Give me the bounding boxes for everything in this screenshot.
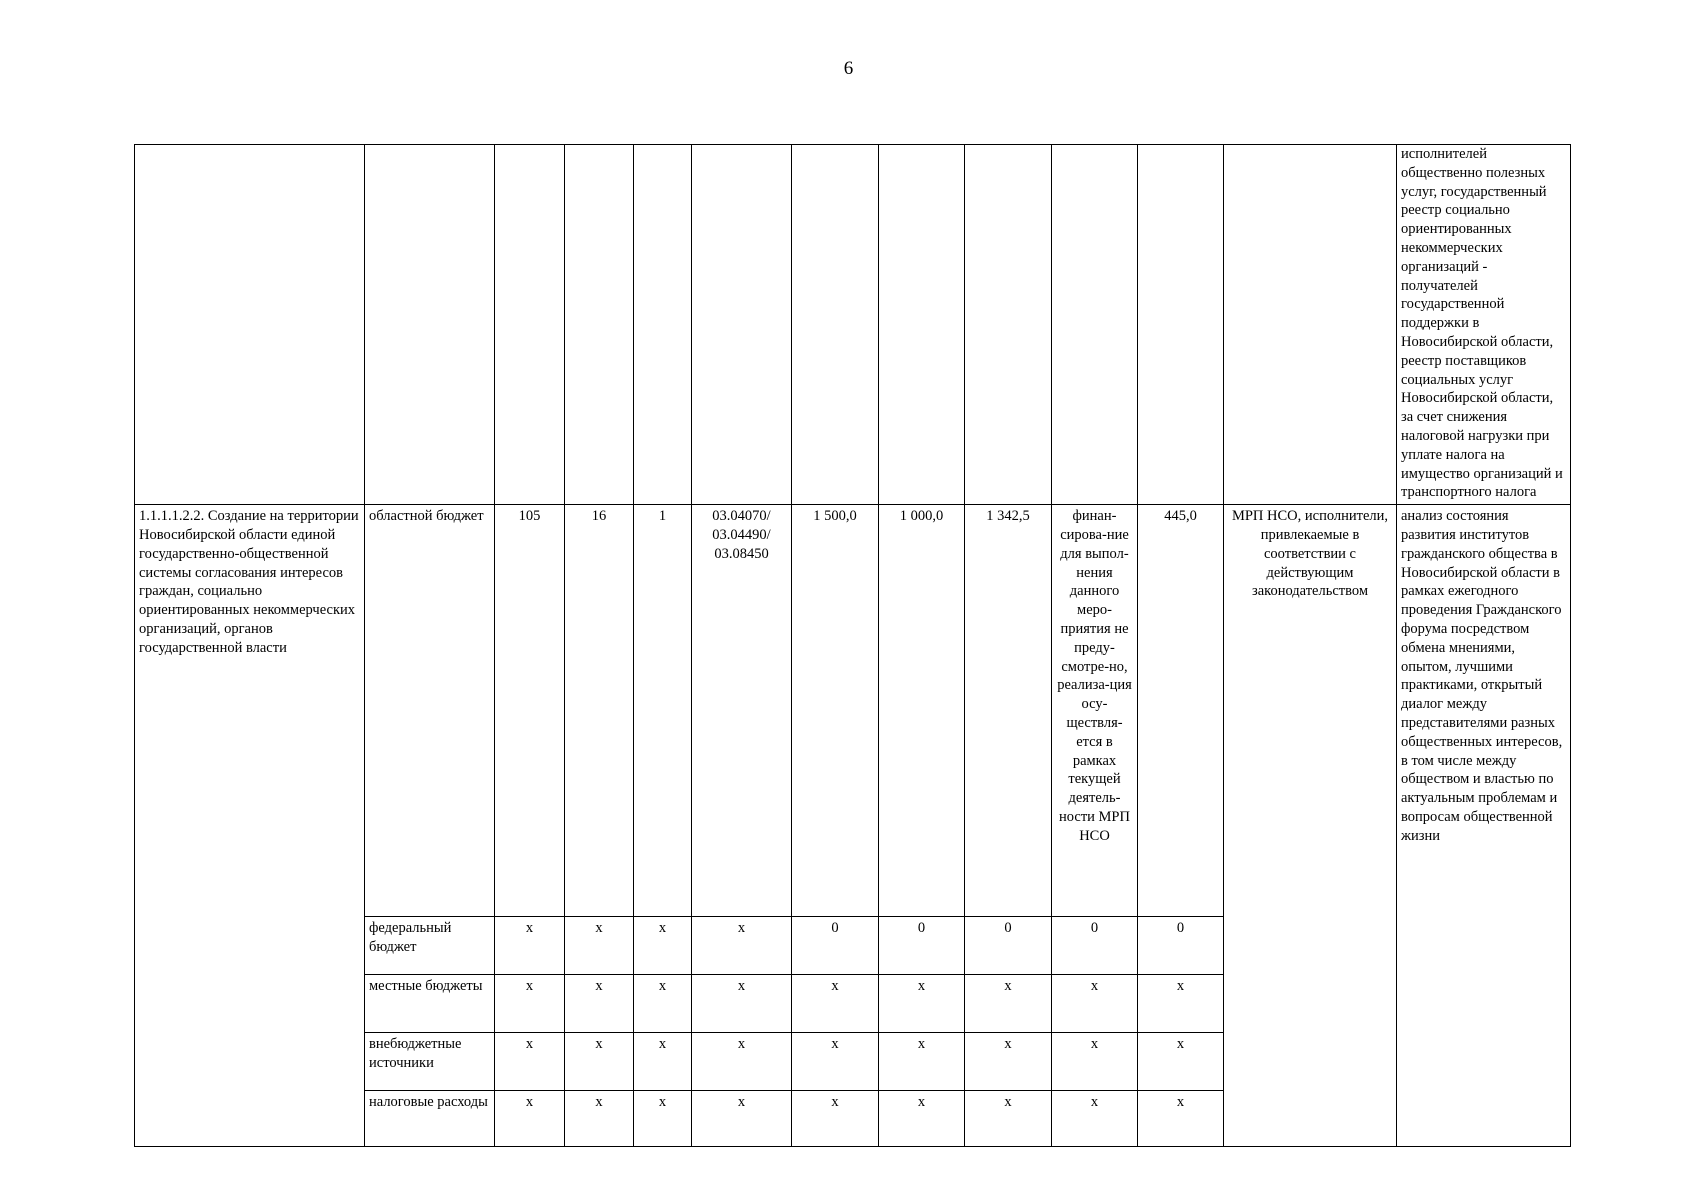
year-1-cell: x	[792, 975, 879, 1033]
continuation-cell	[879, 145, 965, 505]
year-1-cell: x	[792, 1033, 879, 1091]
source-cell: внебюджетные источники	[365, 1033, 495, 1091]
continuation-result-cell: исполнителей общественно полезных услуг, государственный реестр социально ориентированных некоммерческих организаций - получателей государственной поддержки в Новосибирской области, реестр поставщиков социальных услуг Новосибирской области, за счет снижения налоговой нагрузки при уплате налога на имущество организаций и транспортного налога	[1397, 145, 1571, 505]
continuation-cell	[634, 145, 692, 505]
year-4-cell: 0	[1052, 917, 1138, 975]
pr-cell: x	[634, 1091, 692, 1147]
year-3-cell: 1 342,5	[965, 505, 1052, 917]
year-3-cell: x	[965, 975, 1052, 1033]
year-4-cell: x	[1052, 1091, 1138, 1147]
csr-cell: x	[692, 917, 792, 975]
year-3-cell: 0	[965, 917, 1052, 975]
year-2-cell: x	[879, 975, 965, 1033]
continuation-cell	[792, 145, 879, 505]
csr-cell: x	[692, 1091, 792, 1147]
executor-cell: МРП НСО, исполнители, привлекаемые в соответствии с действующим законодательством	[1224, 505, 1397, 1147]
grbs-cell: 105	[495, 505, 565, 917]
continuation-cell	[365, 145, 495, 505]
year-2-cell: x	[879, 1033, 965, 1091]
continuation-cell	[965, 145, 1052, 505]
rz-cell: x	[565, 975, 634, 1033]
page-number: 6	[843, 58, 854, 79]
budget-table	[134, 144, 1571, 1147]
source-cell: налоговые расходы	[365, 1091, 495, 1147]
continuation-row	[135, 145, 1571, 505]
grbs-cell: x	[495, 1091, 565, 1147]
source-cell: федеральный бюджет	[365, 917, 495, 975]
continuation-cell	[1052, 145, 1138, 505]
rz-cell: x	[565, 1091, 634, 1147]
year-3-cell: x	[965, 1033, 1052, 1091]
csr-cell: x	[692, 1033, 792, 1091]
continuation-cell	[1138, 145, 1224, 505]
event-name-cell: 1.1.1.1.2.2. Создание на территории Новосибирской области единой государственно-общественной системы согласования интересов граждан, социально ориентированных некоммерческих организаций, органов государственной власти	[135, 505, 365, 1147]
source-cell: местные бюджеты	[365, 975, 495, 1033]
result-cell: анализ состояния развития институтов гражданского общества в Новосибирской области в рамках ежегодного проведения Гражданского форума посредством обмена мнениями, опытом, лучшими практиками, открытый диалог между представителями разных общественных интересов, в том числе между обществом и властью по актуальным проблемам и вопросам общественной жизни	[1397, 505, 1571, 1147]
rz-cell: 16	[565, 505, 634, 917]
year-4-cell: x	[1052, 1033, 1138, 1091]
year-2-cell: 1 000,0	[879, 505, 965, 917]
year-5-cell: 0	[1138, 917, 1224, 975]
year-3-cell: x	[965, 1091, 1052, 1147]
rz-cell: x	[565, 1033, 634, 1091]
year-5-cell: x	[1138, 975, 1224, 1033]
year-2-cell: 0	[879, 917, 965, 975]
year-1-cell: x	[792, 1091, 879, 1147]
grbs-cell: x	[495, 917, 565, 975]
source-cell: областной бюджет	[365, 505, 495, 917]
csr-cell: x	[692, 975, 792, 1033]
continuation-cell	[135, 145, 365, 505]
pr-cell: 1	[634, 505, 692, 917]
continuation-cell	[1224, 145, 1397, 505]
table-row	[135, 505, 1571, 917]
grbs-cell: x	[495, 975, 565, 1033]
year-5-cell: x	[1138, 1033, 1224, 1091]
pr-cell: x	[634, 917, 692, 975]
continuation-cell	[495, 145, 565, 505]
csr-cell: 03.04070/ 03.04490/ 03.08450	[692, 505, 792, 917]
pr-cell: x	[634, 1033, 692, 1091]
year-4-cell: финан-сирова-ние для выпол-нения данного меро-приятия не преду-смотре-но, реализа-ция осу-ществля-ется в рамках текущей деятель-ности МРП НСО	[1052, 505, 1138, 917]
year-2-cell: x	[879, 1091, 965, 1147]
year-5-cell: 445,0	[1138, 505, 1224, 917]
continuation-cell	[692, 145, 792, 505]
pr-cell: x	[634, 975, 692, 1033]
year-4-cell: x	[1052, 975, 1138, 1033]
continuation-cell	[565, 145, 634, 505]
year-1-cell: 1 500,0	[792, 505, 879, 917]
year-1-cell: 0	[792, 917, 879, 975]
rz-cell: x	[565, 917, 634, 975]
grbs-cell: x	[495, 1033, 565, 1091]
year-5-cell: x	[1138, 1091, 1224, 1147]
